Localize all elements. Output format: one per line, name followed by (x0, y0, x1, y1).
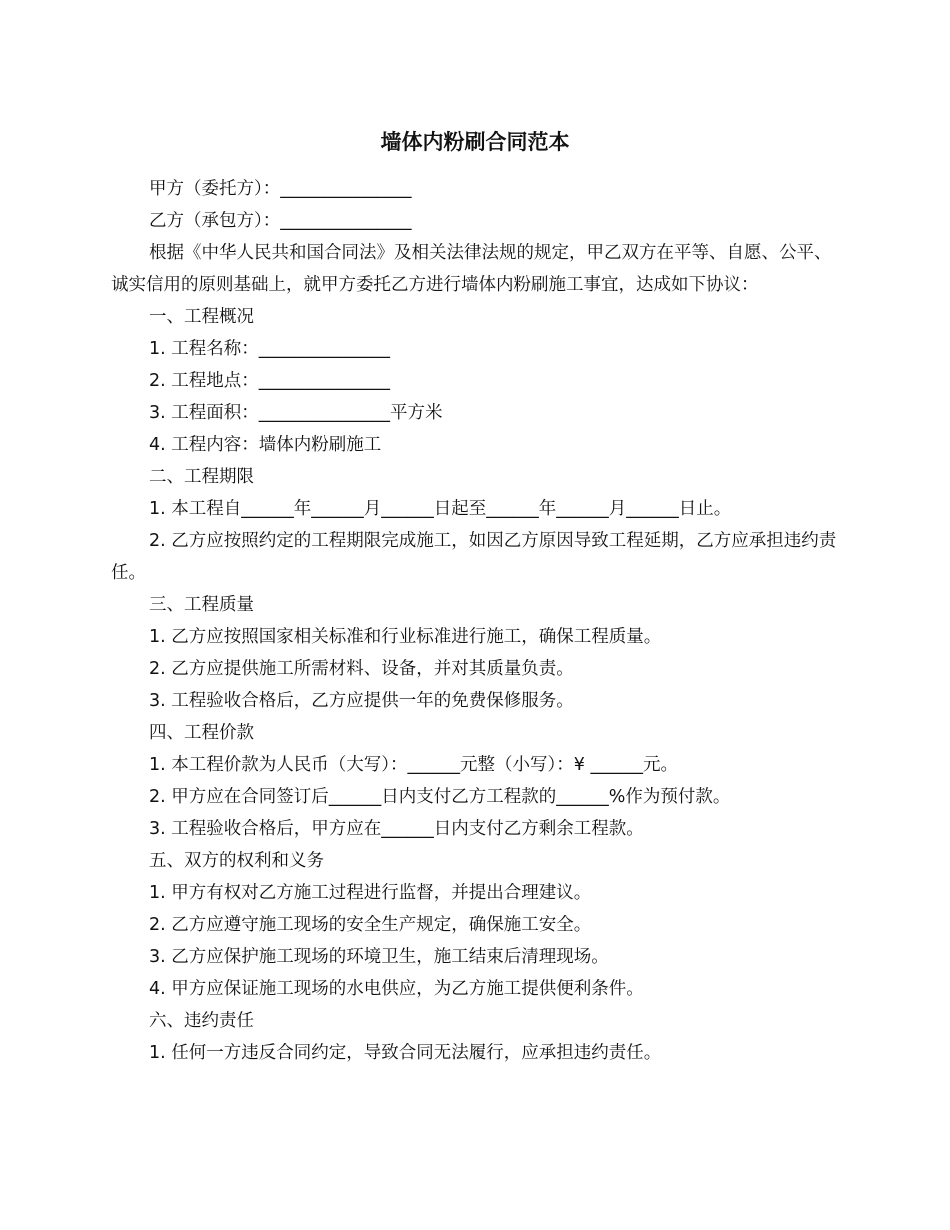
clause-period-delay: 2. 乙方应按照约定的工程期限完成施工，如因乙方原因导致工程延期，乙方应承担违约责任。 (111, 531, 837, 583)
clause-rights-supervision: 1. 甲方有权对乙方施工过程进行监督，并提出合理建议。 (149, 883, 592, 903)
preamble-paragraph: 根据《中华人民共和国合同法》及相关法律法规的规定，甲乙双方在平等、自愿、公平、诚实信用的原则基础上，就甲方委托乙方进行墙体内粉刷施工事宜，达成如下协议： (111, 243, 832, 295)
clause-price-amount: 1. 本工程价款为人民币（大写）：______元整（小写）：¥ ______元。 (149, 755, 678, 775)
clause-project-content: 4. 工程内容：墙体内粉刷施工 (149, 435, 382, 455)
clause-quality-standards: 1. 乙方应按照国家相关标准和行业标准进行施工，确保工程质量。 (149, 627, 662, 647)
section-heading-breach: 六、违约责任 (149, 1011, 254, 1031)
document-body (111, 173, 838, 1069)
clause-price-advance: 2. 甲方应在合同签订后______日内支付乙方工程款的______%作为预付款。 (149, 787, 731, 807)
section-heading-quality: 三、工程质量 (149, 595, 254, 615)
clause-quality-warranty: 3. 工程验收合格后，乙方应提供一年的免费保修服务。 (149, 691, 574, 711)
clause-project-name: 1. 工程名称：_______________ (149, 339, 391, 359)
clause-period-dates: 1. 本工程自______年______月______日起至______年______月______日止。 (149, 499, 732, 519)
section-heading-overview: 一、工程概况 (149, 307, 254, 327)
section-heading-rights: 五、双方的权利和义务 (149, 851, 324, 871)
clause-rights-utilities: 4. 甲方应保证施工现场的水电供应，为乙方施工提供便利条件。 (149, 979, 644, 999)
clause-project-area: 3. 工程面积：_______________平方米 (149, 403, 443, 423)
section-heading-period: 二、工程期限 (149, 467, 254, 487)
clause-breach-liability: 1. 任何一方违反合同约定，导致合同无法履行，应承担违约责任。 (149, 1043, 662, 1063)
section-heading-price: 四、工程价款 (149, 723, 254, 743)
clause-rights-cleanup: 3. 乙方应保护施工现场的环境卫生，施工结束后清理现场。 (149, 947, 609, 967)
party-b-line: 乙方（承包方）：_______________ (149, 211, 412, 231)
clause-project-location: 2. 工程地点：_______________ (149, 371, 391, 391)
clause-rights-safety: 2. 乙方应遵守施工现场的安全生产规定，确保施工安全。 (149, 915, 592, 935)
party-a-line: 甲方（委托方）：_______________ (149, 179, 412, 199)
document-title: 墙体内粉刷合同范本 (380, 130, 570, 154)
clause-quality-materials: 2. 乙方应提供施工所需材料、设备，并对其质量负责。 (149, 659, 574, 679)
clause-price-remaining: 3. 工程验收合格后，甲方应在______日内支付乙方剩余工程款。 (149, 819, 644, 839)
